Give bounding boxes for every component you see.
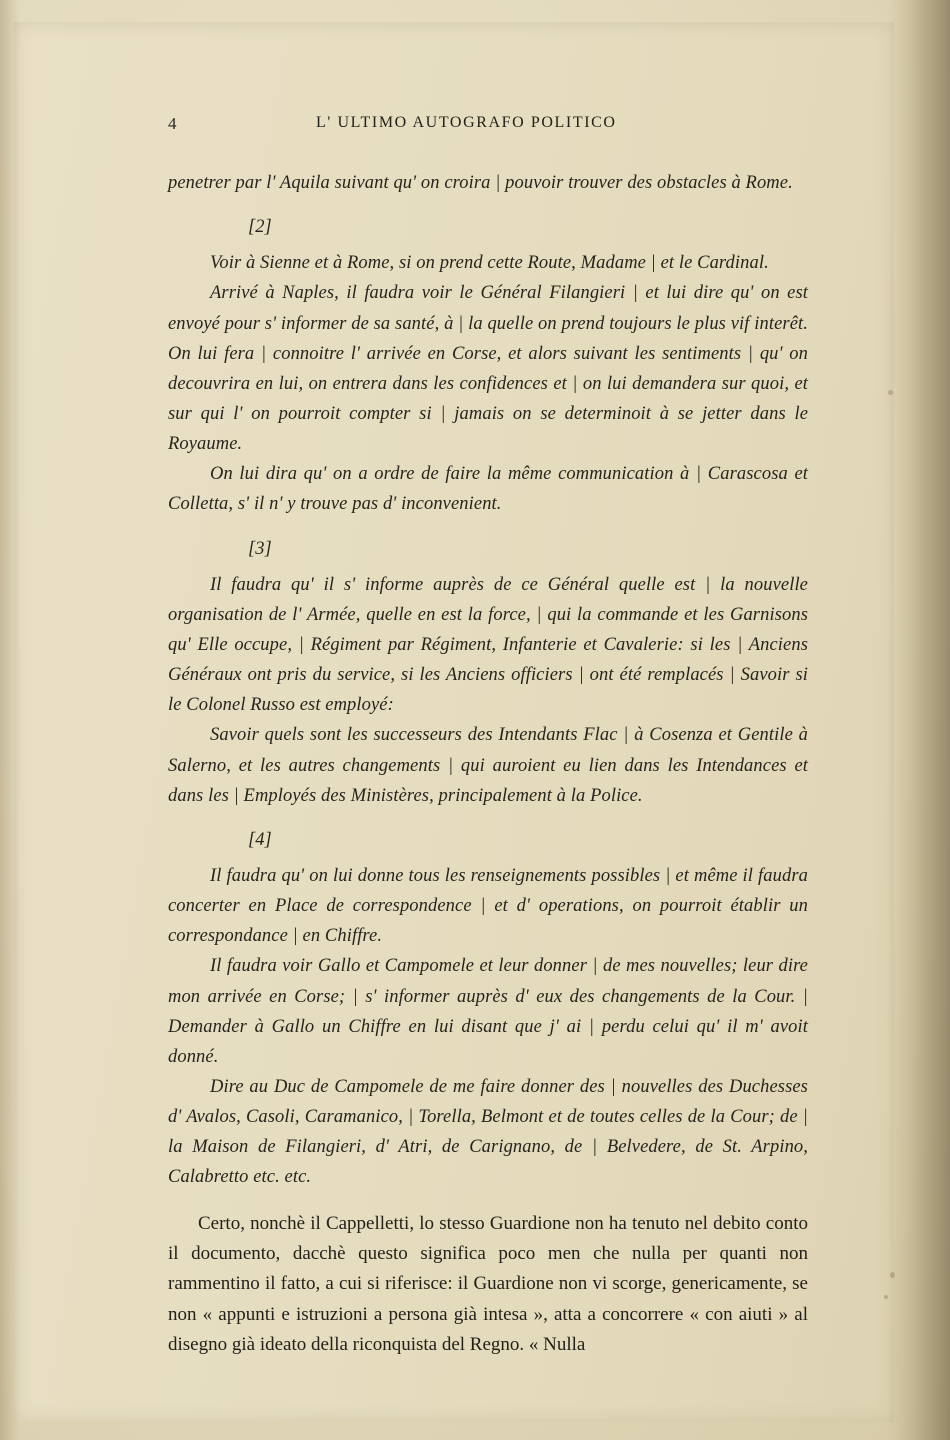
paragraph: Arrivé à Naples, il faudra voir le Général Filangieri | et lui dire qu' on est envoyé pour s' informer de sa santé, à | la quelle on prend toujours le plus vif interêt. On lui fera | connoitre l' arrivée en Corse, et alors suivant les sentiments | qu' on decouvrira en lui, on entrera dans les confidences et | on lui demandera sur quoi, et sur qui l' on pourroit compter si | jamais on se determinoit à se jetter dans le Royaume. <box>168 283 808 455</box>
paragraph: Voir à Sienne et à Rome, si on prend cette Route, Madame | et le Cardinal. <box>210 253 769 274</box>
paper-speck <box>884 1295 888 1299</box>
section-marker-4: [4] <box>248 829 272 850</box>
paper-speck <box>890 1272 895 1278</box>
section-marker-2: [2] <box>248 217 272 238</box>
paper-speck <box>888 390 893 395</box>
paragraph: Il faudra voir Gallo et Campomele et leur donner | de mes nouvelles; leur dire mon arrivée en Corse; | s' informer auprès d' eux des changements de la Cour. | Demander à Gallo un Chiffre en lui disant que j' ai | perdu celui qu' il m' avoit donné. <box>168 956 808 1067</box>
paragraph: Il faudra qu' il s' informe auprès de ce Général quelle est | la nouvelle organisation de l' Armée, quelle en est la force, | qui la commande et les Garnisons qu' Elle occupe, | Régiment par Régiment, Infanterie et Cavalerie: si les | Anciens Généraux ont pris du service, si les Anciens officiers | ont été remplacés | Savoir si le Colonel Russo est employé: <box>168 574 808 716</box>
binding-gutter-shadow <box>888 0 950 1440</box>
section-marker-3: [3] <box>248 538 272 559</box>
paragraph: Dire au Duc de Campomele de me faire donner des | nouvelles des Duchesses d' Avalos, Casoli, Caramanico, | Torella, Belmont et de toutes celles de la Cour; de | la Maison de Filangieri, d' Atri, de Carignano, de | Belvedere, de St. Arpino, Calabretto etc. etc. <box>168 1076 808 1188</box>
transcription-block <box>168 168 808 1193</box>
paragraph: Il faudra qu' on lui donne tous les renseignements possibles | et même il faudra concerter en Place de correspondence | et d' operations, on pourroit établir un correspondance | en Chiffre. <box>168 865 808 947</box>
running-title: L' ULTIMO AUTOGRAFO POLITICO <box>316 114 617 131</box>
paragraph: Savoir quels sont les successeurs des Intendants Flac | à Cosenza et Gentile à Salerno, et les autres changements | qui auroient eu lien dans les Intendances et dans les | Employés des Ministères, principalement à la Police. <box>168 725 808 806</box>
page-header <box>168 108 808 142</box>
left-edge-shadow <box>0 0 20 1440</box>
commentary-block <box>168 1209 808 1361</box>
paragraph: On lui dira qu' on a ordre de faire la même communication à | Carascosa et Colletta, s' il n' y trouve pas d' inconvenient. <box>168 464 808 515</box>
page-content <box>168 108 808 1360</box>
opening-paragraph: penetrer par l' Aquila suivant qu' on croira | pouvoir trouver des obstacles à Rome. <box>168 173 793 193</box>
closing-paragraph: Certo, nonchè il Cappelletti, lo stesso Guardione non ha tenuto nel debito conto il documento, dacchè questo significa poco men che nulla per quanti non rammentino il fatto, a cui si riferisce: il Guardione non vi scorge, genericamente, se non « appunti e istruzioni a persona già intesa », atta a concorrere « con aiuti » al disegno già ideato della riconquista del Regno. « Nulla <box>168 1212 808 1356</box>
folio-number: 4 <box>168 114 177 133</box>
